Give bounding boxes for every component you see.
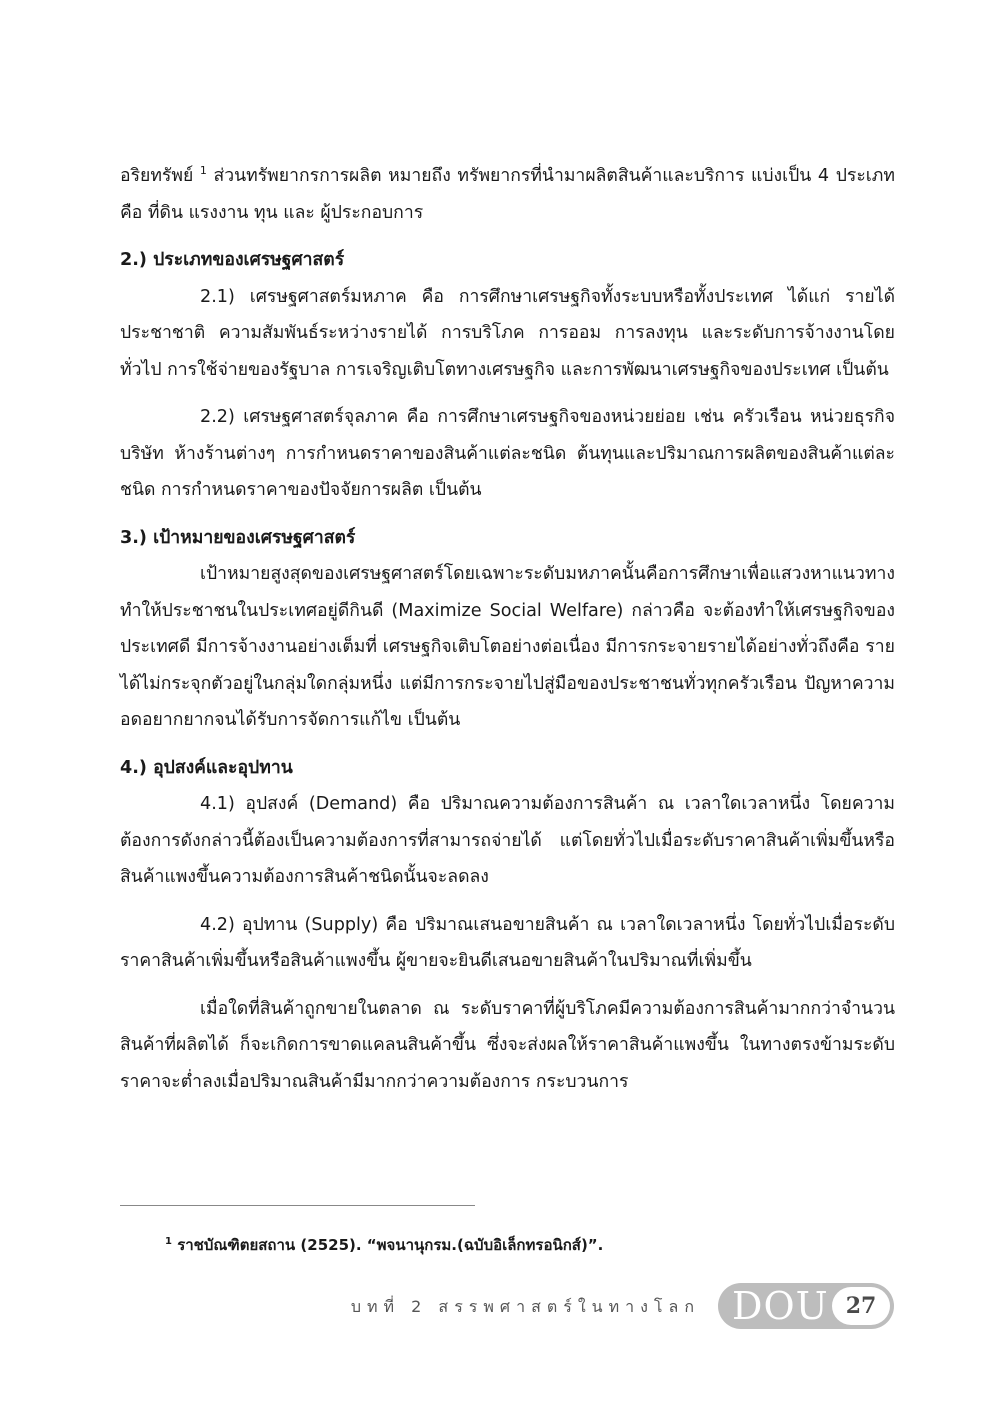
paragraph-shortage: เมื่อใดที่สินค้าถูกขายในตลาด ณ ระดับราคาที่ผู้บริโภคมีความต้องการสินค้ามากกว่าจำนวนสินค้าที่ผลิตได้ ก็จะเกิดการขาดแคลนสินค้าขึ้น ซึ่งจะส่งผลให้ราคาสินค้าแพงขึ้น ในทางตรงข้ามระดับราคาจะต่ำลงเมื่อปริมาณสินค้ามีมากกว่าความต้องการ กระบวนการ: [120, 998, 895, 1092]
footnote-text: ราชบัณฑิตยสถาน (2525). “พจนานุกรม.(ฉบับอิเล็กทรอนิกส์)”.: [171, 1236, 604, 1254]
page-body: [120, 158, 895, 1100]
paragraph-microeconomics: 2.2) เศรษฐศาสตร์จุลภาค คือ การศึกษาเศรษฐกิจของหน่วยย่อย เช่น ครัวเรือน หน่วยธุรกิจ บริษัท ห้างร้านต่างๆ การกำหนดราคาของสินค้าแต่ละชนิด ต้นทุนและปริมาณการผลิตของสินค้าแต่ละชนิด การกำหนดราคาของปัจจัยการผลิต เป็นต้น: [120, 407, 895, 500]
heading-economics-types: 2.) ประเภทของเศรษฐศาสตร์: [120, 250, 345, 270]
footnote-reference: 1: [199, 164, 207, 178]
footnote: [165, 1233, 603, 1257]
footnote-marker: 1: [165, 1236, 172, 1247]
paragraph-macroeconomics: 2.1) เศรษฐศาสตร์มหภาค คือ การศึกษาเศรษฐกิจทั้งระบบหรือทั้งประเทศ ได้แก่ รายได้ประชาชาติ ความสัมพันธ์ระหว่างรายได้ การบริโภค การออม การลงทุน และระดับการจ้างงานโดยทั่วไป การใช้จ่ายของรัฐบาล การเจริญเติบโตทางเศรษฐกิจ และการพัฒนาเศรษฐกิจของประเทศ เป็นต้น: [120, 286, 895, 380]
page-footer: [0, 1283, 1000, 1331]
heading-demand-supply: 4.) อุปสงค์และอุปทาน: [120, 757, 293, 778]
dou-logo: DOU: [732, 1284, 829, 1328]
dou-badge: [718, 1283, 894, 1329]
paragraph-intro: [120, 158, 895, 231]
paragraph-goals: เป้าหมายสูงสุดของเศรษฐศาสตร์โดยเฉพาะระดับมหภาคนั้นคือการศึกษาเพื่อแสวงหาแนวทางทำให้ประชาชนในประเทศอยู่ดีกินดี (Maximize Social Welfare) กล่าวคือ จะต้องทำให้เศรษฐกิจของประเทศดี มีการจ้างงานอย่างเต็มที่ เศรษฐกิจเติบโตอย่างต่อเนื่อง มีการกระจายรายได้อย่างทั่วถึงคือ รายได้ไม่กระจุกตัวอยู่ในกลุ่มใดกลุ่มหนึ่ง แต่มีการกระจายไปสู่มือของประชาชนทั่วทุกครัวเรือน ปัญหาความอดอยากยากจนได้รับการจัดการแก้ไข เป็นต้น: [120, 564, 895, 730]
paragraph-intro-rest: ส่วนทรัพยากรการผลิต หมายถึง ทรัพยากรที่นำมาผลิตสินค้าและบริการ แบ่งเป็น 4 ประเภท คือ ที่ดิน แรงงาน ทุน และ ผู้ประกอบการ: [120, 166, 895, 223]
footnote-divider: [120, 1205, 475, 1206]
page-number: 27: [832, 1287, 890, 1325]
paragraph-demand: 4.1) อุปสงค์ (Demand) คือ ปริมาณความต้องการสินค้า ณ เวลาใดเวลาหนึ่ง โดยความต้องการดังกล่าวนี้ต้องเป็นความต้องการที่สามารถจ่ายได้ แต่โดยทั่วไปเมื่อระดับราคาสินค้าเพิ่มขึ้นหรือสินค้าแพงขึ้นความต้องการสินค้าชนิดนั้นจะลดลง: [120, 794, 895, 887]
chapter-title: บทที่ 2 สรรพศาสตร์ในทางโลก: [350, 1297, 700, 1316]
heading-economics-goals: 3.) เป้าหมายของเศรษฐศาสตร์: [120, 527, 356, 548]
paragraph-supply: 4.2) อุปทาน (Supply) คือ ปริมาณเสนอขายสินค้า ณ เวลาใดเวลาหนึ่ง โดยทั่วไปเมื่อระดับราคาสินค้าเพิ่มขึ้นหรือสินค้าแพงขึ้น ผู้ขายจะยินดีเสนอขายสินค้าในปริมาณที่เพิ่มขึ้น: [120, 914, 895, 971]
paragraph-intro-start: อริยทรัพย์: [120, 166, 194, 186]
